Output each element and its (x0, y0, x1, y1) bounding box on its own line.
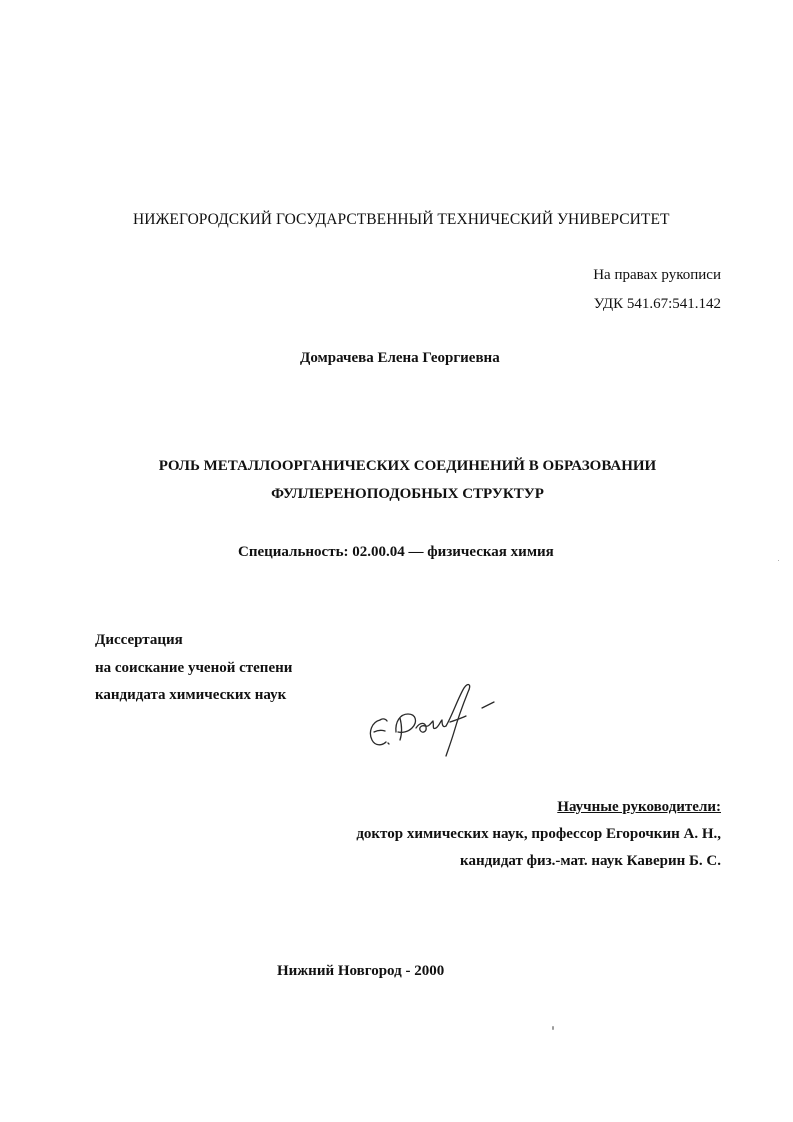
advisors-heading: Научные руководители: (557, 799, 721, 815)
scan-speck (552, 1026, 554, 1030)
advisor-1: доктор химических наук, профессор Егорочкин А. Н., (356, 826, 721, 842)
advisor-2: кандидат физ.-мат. наук Каверин Б. С. (460, 853, 721, 869)
scan-speck (778, 560, 779, 561)
degree-purpose: на соискание ученой степени (95, 660, 293, 676)
dissertation-label: Диссертация (95, 632, 183, 648)
thesis-title-line-1: РОЛЬ МЕТАЛЛООРГАНИЧЕСКИХ СОЕДИНЕНИЙ В ОБРАЗОВАНИИ (158, 458, 657, 474)
thesis-title-line-2: ФУЛЛЕРЕНОПОДОБНЫХ СТРУКТУР (271, 486, 544, 502)
city-year: Нижний Новгород - 2000 (277, 963, 445, 979)
university-name: НИЖЕГОРОДСКИЙ ГОСУДАРСТВЕННЫЙ ТЕХНИЧЕСКИЙ УНИВЕРСИТЕТ (133, 211, 670, 228)
manuscript-rights-note: На правах рукописи (593, 267, 721, 283)
handwritten-signature (362, 670, 512, 760)
degree-name: кандидата химических наук (95, 687, 287, 703)
udc-code: УДК 541.67:541.142 (593, 296, 721, 312)
author-name: Домрачева Елена Георгиевна (300, 350, 500, 366)
speciality: Специальность: 02.00.04 — физическая химия (238, 544, 554, 560)
